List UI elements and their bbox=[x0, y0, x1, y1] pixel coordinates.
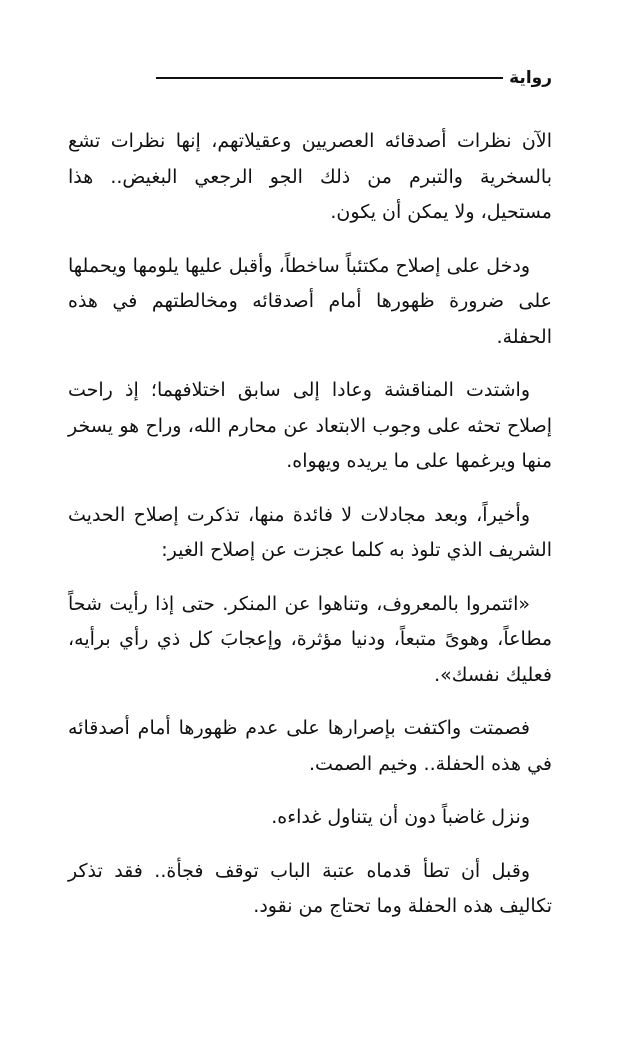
paragraph-7: ونزل غاضباً دون أن يتناول غداءه. bbox=[271, 806, 530, 828]
header-rule bbox=[156, 77, 503, 79]
paragraph-6: فصمتت واكتفت بإصرارها على عدم ظهورها أمام أصدقائه في هذه الحفلة.. وخيم الصمت. bbox=[68, 717, 552, 775]
paragraph-2: ودخل على إصلاح مكتئباً ساخطاً، وأقبل عليها يلومها ويحملها على ضرورة ظهورها أمام أصدقائه ومخالطتهم في هذه الحفلة. bbox=[68, 254, 552, 348]
paragraph-1: الآن نظرات أصدقائه العصريين وعقيلاتهم، إنها نظرات تشع بالسخرية والتبرم من ذلك الجو الرجعي البغيض.. هذا مستحيل، ولا يمكن أن يكون. bbox=[68, 130, 552, 223]
running-header bbox=[156, 62, 552, 94]
paragraph-8: وقبل أن تطأ قدماه عتبة الباب توقف فجأة.. فقد تذكر تكاليف هذه الحفلة وما تحتاج من نقود. bbox=[68, 859, 552, 917]
paragraph-3: واشتدت المناقشة وعادا إلى سابق اختلافهما؛ إذ راحت إصلاح تحثه على وجوب الابتعاد عن محارم الله، وراح هو يسخر منها ويرغمها على ما يريده ويهواه. bbox=[68, 379, 552, 472]
paragraph-4: وأخيراً، وبعد مجادلات لا فائدة منها، تذكرت إصلاح الحديث الشريف الذي تلوذ به كلما عجزت عن إصلاح الغير: bbox=[68, 503, 552, 561]
header-title: رواية bbox=[509, 68, 552, 88]
paragraph-5-quote: «ائتمروا بالمعروف، وتناهوا عن المنكر. حتى إذا رأيت شحاً مطاعاً، وهوىً متبعاً، ودنيا مؤثرة، وإعجابَ كل ذي رأي برأيه، فعليك نفسك». bbox=[68, 592, 552, 686]
book-page bbox=[68, 0, 552, 1050]
body-text bbox=[68, 124, 552, 943]
